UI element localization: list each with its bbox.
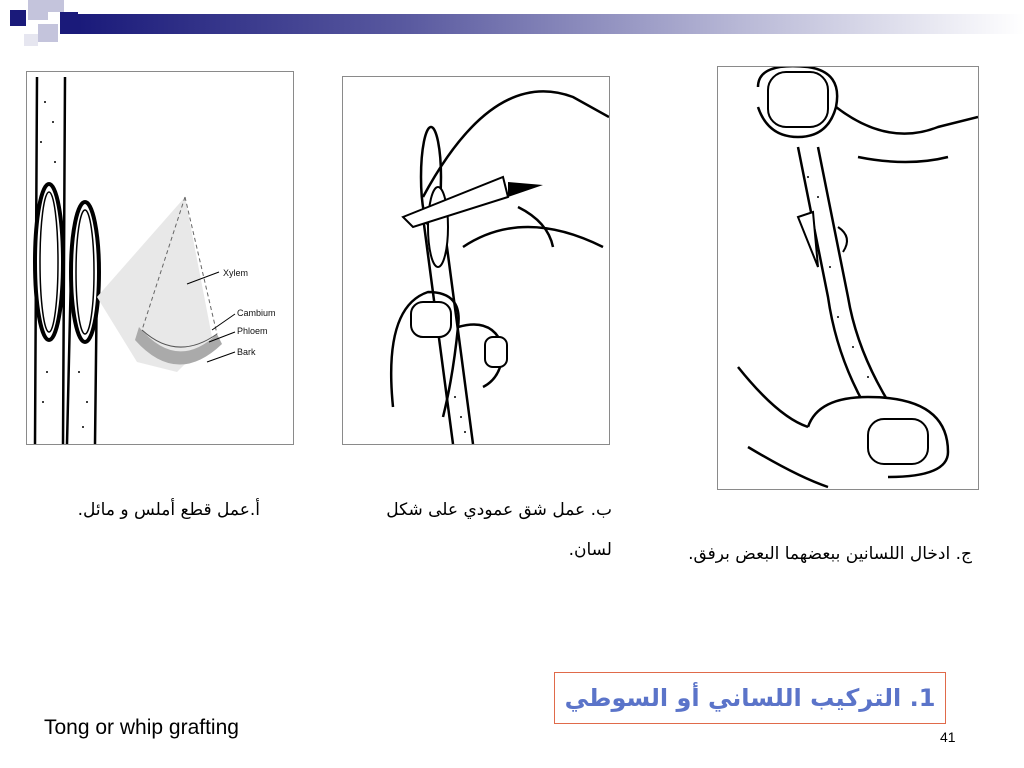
slide-subtitle: Tong or whip grafting [44,716,239,739]
label-xylem: Xylem [223,268,249,278]
slide-title: 1. التركيب اللساني أو السوطي [564,684,936,712]
caption-figure-b: ب. عمل شق عمودي على شكل لسان. [386,500,612,560]
figure-a-slanted-cut [26,71,294,445]
decor-square [24,34,38,46]
caption-figure-a: أ.عمل قطع أملس و مائل. [77,500,260,520]
page-number: 41 [940,729,956,745]
decor-square [60,12,78,34]
decor-square [28,0,48,20]
figure-c-illustration [718,67,978,489]
decor-square [10,10,26,26]
figure-c-joining [717,66,979,490]
figure-b-tongue-cut [342,76,610,445]
label-cambium: Cambium [237,308,276,318]
decor-square [48,0,64,12]
caption-figure-c: ج. ادخال اللسانين ببعضهما البعض برفق. [688,544,972,564]
label-bark: Bark [237,347,256,357]
figure-a-illustration [27,72,293,444]
header-gradient-bar [78,14,1024,34]
header-decoration [0,0,1024,48]
figure-b-illustration [343,77,609,444]
decor-square [38,24,58,42]
label-phloem: Phloem [237,326,268,336]
slide-title-box [554,672,946,724]
